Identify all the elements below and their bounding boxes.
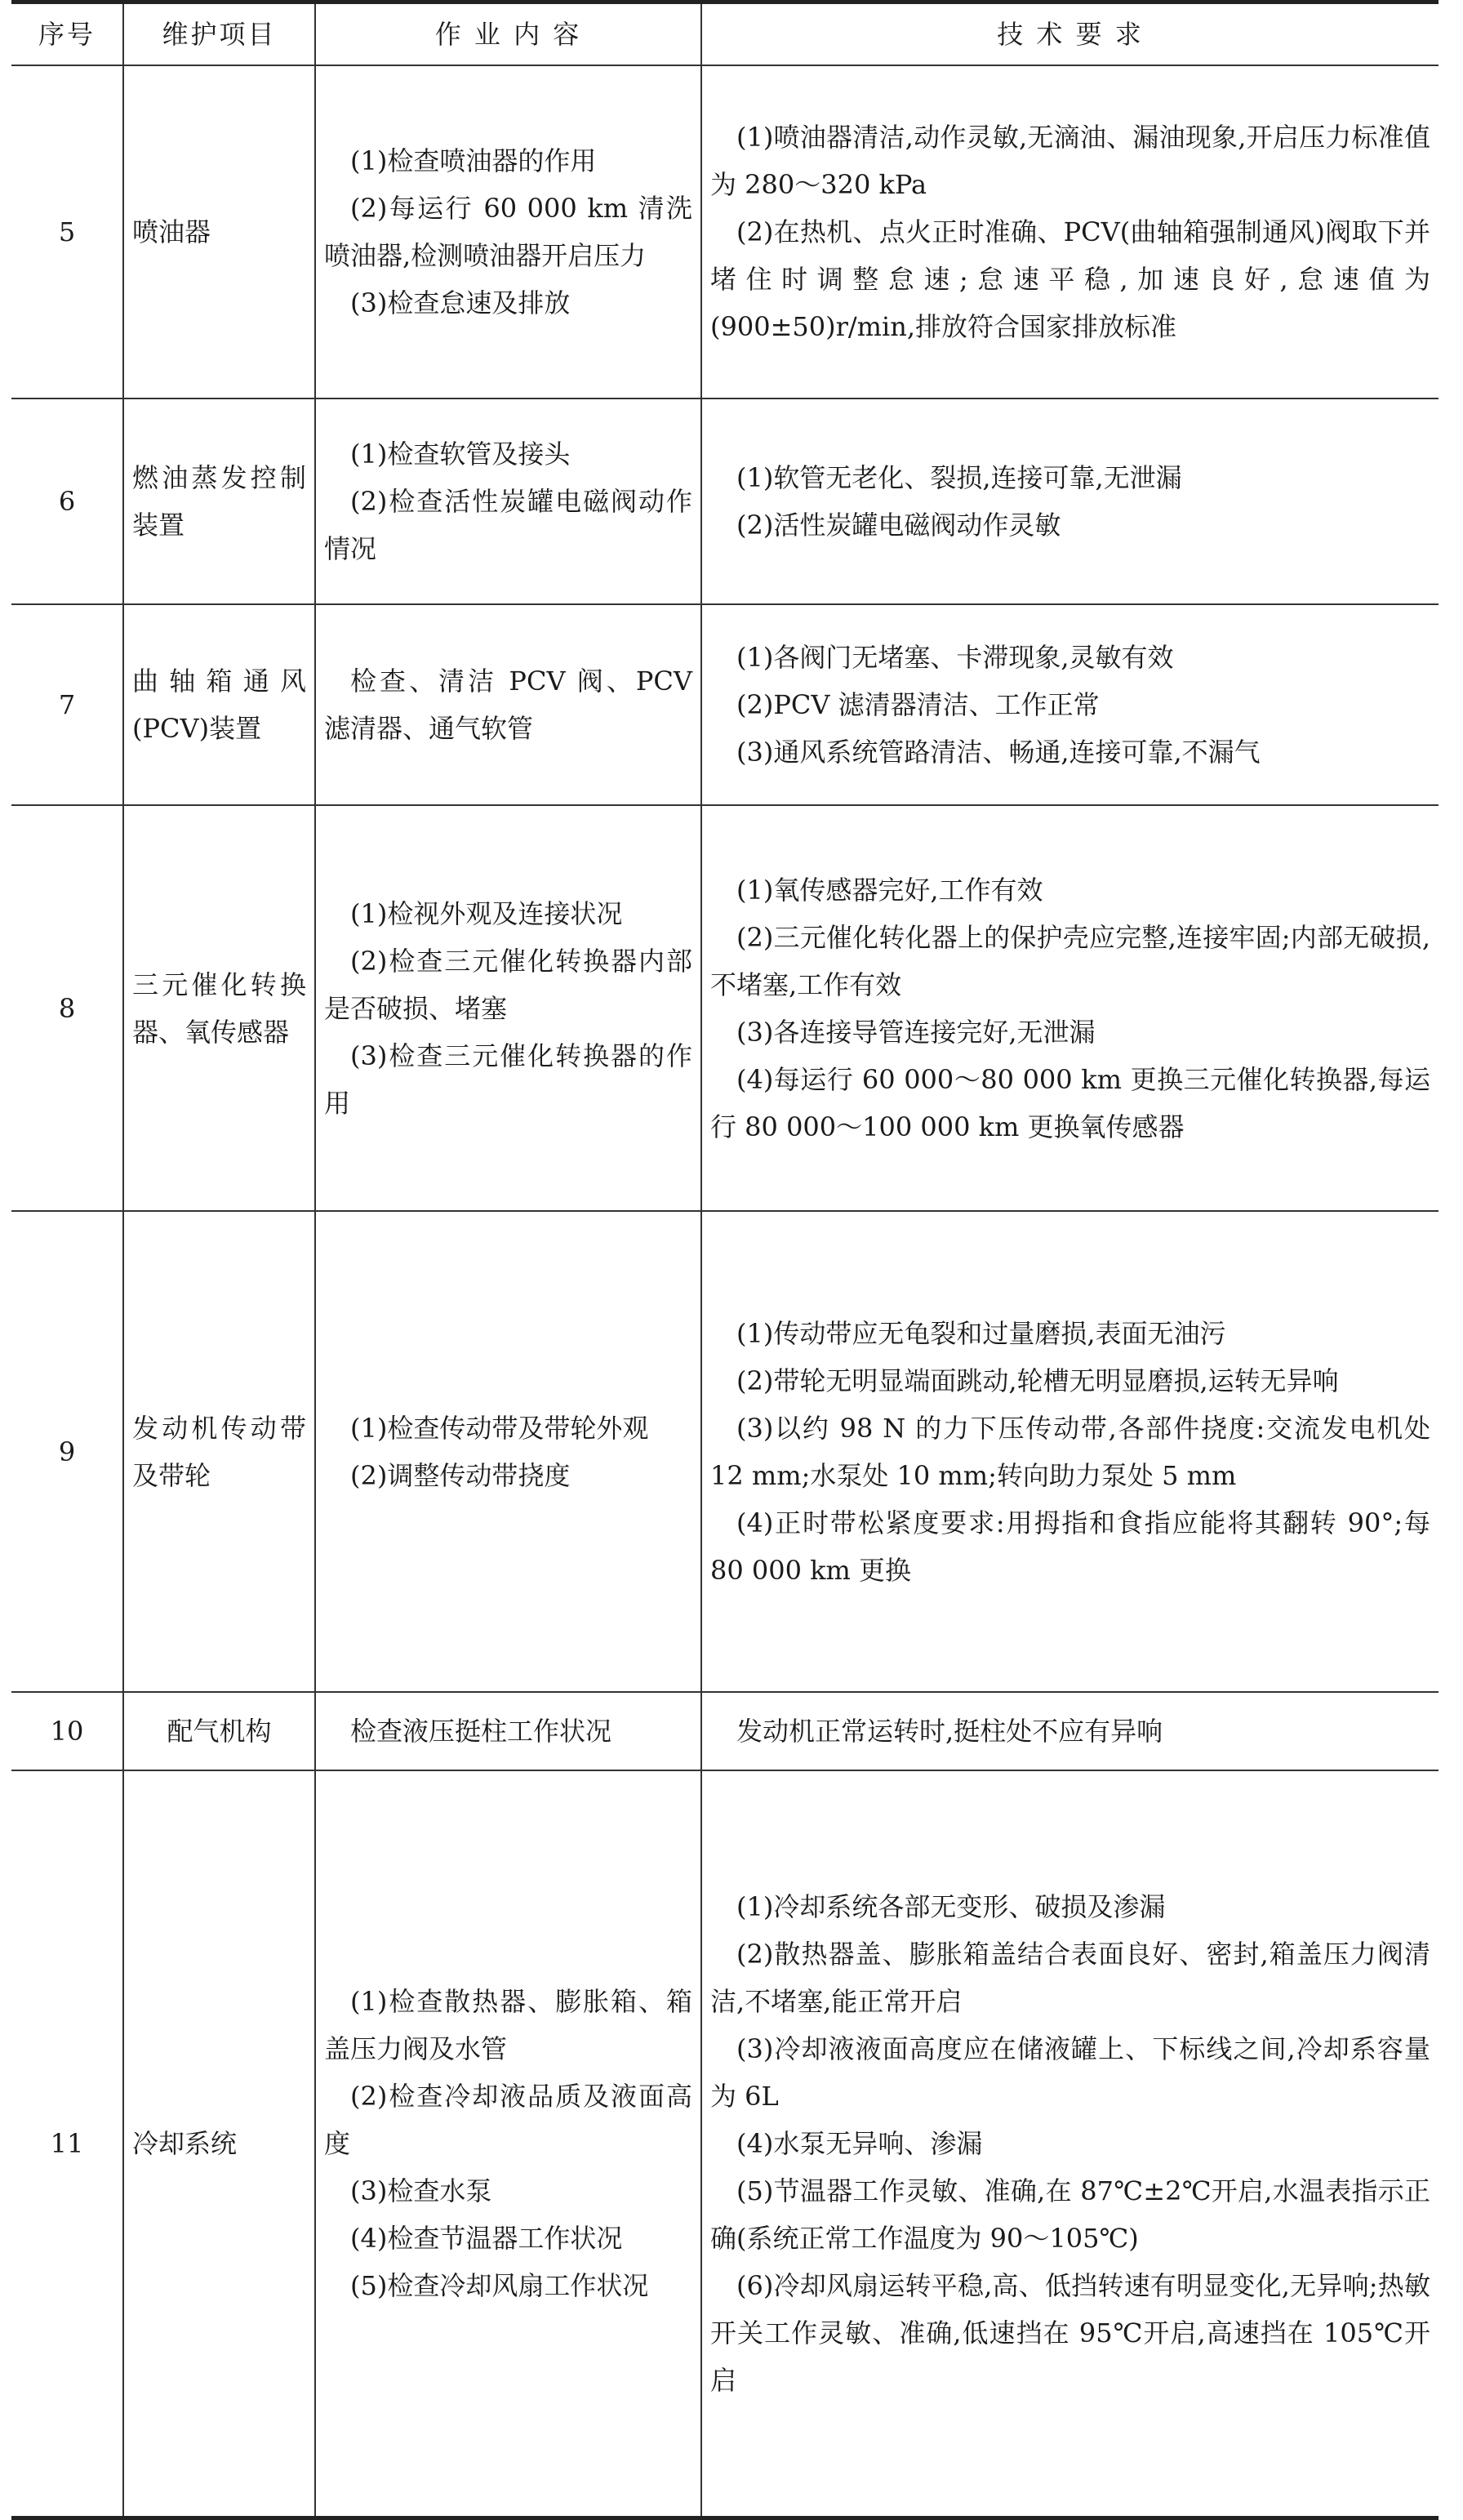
header-num: 序号 [11, 2, 123, 66]
table-row [11, 805, 1439, 1211]
table-row [11, 65, 1439, 398]
technical-requirement-line: 发动机正常运转时,挺柱处不应有异响 [736, 1716, 1163, 1747]
work-content-cell [315, 1211, 701, 1692]
work-content-line: (3)检查水泵 [350, 2175, 492, 2206]
technical-requirement-line: (3)冷却液液面高度应在储液罐上、下标线之间,冷却系容量为 6L [710, 2032, 1430, 2112]
technical-requirement-line: (4)正时带松紧度要求:用拇指和食指应能将其翻转 90°;每 80 000 km 更换 [710, 1507, 1430, 1586]
technical-requirement-line: (2)PCV 滤清器清洁、工作正常 [736, 689, 1100, 720]
work-content-line: (2)调整传动带挠度 [350, 1459, 571, 1491]
work-content-line: (3)检查三元催化转换器的作用 [324, 1040, 692, 1119]
technical-requirement-cell [701, 1211, 1439, 1692]
technical-requirement-line: (2)带轮无明显端面跳动,轮槽无明显磨损,运转无异响 [736, 1365, 1339, 1396]
table-row [11, 1692, 1439, 1770]
work-content-line: (1)检查喷油器的作用 [350, 145, 597, 176]
technical-requirement-line: (1)传动带应无龟裂和过量磨损,表面无油污 [736, 1317, 1226, 1349]
maintenance-item: 配气机构 [123, 1692, 315, 1770]
row-number: 5 [11, 65, 123, 398]
maintenance-table-page [11, 0, 1439, 2520]
technical-requirement-cell [701, 1770, 1439, 2518]
row-number: 11 [11, 1770, 123, 2518]
work-content-cell [315, 604, 701, 805]
technical-requirement-line: (1)冷却系统各部无变形、破损及渗漏 [736, 1890, 1166, 1922]
work-content-line: (4)检查节温器工作状况 [350, 2222, 623, 2254]
work-content-cell [315, 1692, 701, 1770]
header-req: 技 术 要 求 [701, 2, 1439, 66]
maintenance-item: 曲轴箱通风(PCV)装置 [123, 604, 315, 805]
table-row [11, 1770, 1439, 2518]
technical-requirement-line: (2)三元催化转化器上的保护壳应完整,连接牢固;内部无破损,不堵塞,工作有效 [710, 921, 1430, 1000]
technical-requirement-line: (2)活性炭罐电磁阀动作灵敏 [736, 510, 1061, 541]
technical-requirement-line: (6)冷却风扇运转平稳,高、低挡转速有明显变化,无异响;热敏开关工作灵敏、准确,低速挡在 95℃开启,高速挡在 105℃开启 [710, 2269, 1430, 2396]
work-content-line: (1)检查软管及接头 [350, 439, 571, 470]
technical-requirement-line: (1)喷油器清洁,动作灵敏,无滴油、漏油现象,开启压力标准值为 280～320 kPa [710, 122, 1430, 200]
technical-requirement-cell [701, 604, 1439, 805]
work-content-line: 检查液压挺柱工作状况 [350, 1716, 612, 1747]
work-content-line: (2)检查三元催化转换器内部是否破损、堵塞 [324, 945, 692, 1024]
maintenance-item: 燃油蒸发控制装置 [123, 398, 315, 604]
work-content-cell [315, 65, 701, 398]
maintenance-item: 发动机传动带及带轮 [123, 1211, 315, 1692]
technical-requirement-line: (1)氧传感器完好,工作有效 [736, 874, 1043, 906]
maintenance-table [11, 0, 1439, 2520]
row-number: 10 [11, 1692, 123, 1770]
work-content-line: (1)检视外观及连接状况 [350, 897, 623, 929]
work-content-cell [315, 805, 701, 1211]
maintenance-item: 冷却系统 [123, 1770, 315, 2518]
technical-requirement-line: (2)在热机、点火正时准确、PCV(曲轴箱强制通风)阀取下并堵住时调整怠速;怠速平稳,加速良好,怠速值为(900±50)r/min,排放符合国家排放标准 [710, 216, 1430, 342]
row-number: 6 [11, 398, 123, 604]
work-content-line: (3)检查怠速及排放 [350, 287, 571, 318]
table-row [11, 604, 1439, 805]
work-content-line: (1)检查散热器、膨胀箱、箱盖压力阀及水管 [324, 1985, 692, 2064]
work-content-line: (2)检查活性炭罐电磁阀动作情况 [324, 486, 692, 564]
technical-requirement-line: (3)以约 98 N 的力下压传动带,各部件挠度:交流发电机处 12 mm;水泵处 10 mm;转向助力泵处 5 mm [710, 1412, 1430, 1491]
technical-requirement-line: (3)各连接导管连接完好,无泄漏 [736, 1016, 1096, 1048]
technical-requirement-line: (1)各阀门无堵塞、卡滞现象,灵敏有效 [736, 642, 1174, 673]
work-content-cell [315, 1770, 701, 2518]
technical-requirement-line: (4)每运行 60 000～80 000 km 更换三元催化转换器,每运行 80 000～100 000 km 更换氧传感器 [710, 1063, 1430, 1142]
header-work: 作 业 内 容 [315, 2, 701, 66]
table-row [11, 398, 1439, 604]
work-content-line: (1)检查传动带及带轮外观 [350, 1412, 649, 1444]
work-content-cell [315, 398, 701, 604]
work-content-line: 检查、清洁 PCV 阀、PCV 滤清器、通气软管 [324, 666, 692, 744]
technical-requirement-cell [701, 65, 1439, 398]
work-content-line: (2)检查冷却液品质及液面高度 [324, 2080, 692, 2159]
technical-requirement-cell [701, 805, 1439, 1211]
technical-requirement-cell [701, 398, 1439, 604]
technical-requirement-cell [701, 1692, 1439, 1770]
table-header-row [11, 2, 1439, 66]
maintenance-item: 三元催化转换器、氧传感器 [123, 805, 315, 1211]
table-row [11, 1211, 1439, 1692]
technical-requirement-line: (4)水泵无异响、渗漏 [736, 2127, 983, 2159]
technical-requirement-line: (2)散热器盖、膨胀箱盖结合表面良好、密封,箱盖压力阀清洁,不堵塞,能正常开启 [710, 1938, 1430, 2017]
work-content-line: (2)每运行 60 000 km 清洗喷油器,检测喷油器开启压力 [324, 193, 692, 271]
row-number: 7 [11, 604, 123, 805]
technical-requirement-line: (5)节温器工作灵敏、准确,在 87℃±2℃开启,水温表指示正确(系统正常工作温度为 90～105℃) [710, 2175, 1430, 2254]
maintenance-item: 喷油器 [123, 65, 315, 398]
technical-requirement-line: (1)软管无老化、裂损,连接可靠,无泄漏 [736, 462, 1182, 493]
row-number: 8 [11, 805, 123, 1211]
header-item: 维护项目 [123, 2, 315, 66]
technical-requirement-line: (3)通风系统管路清洁、畅通,连接可靠,不漏气 [736, 737, 1261, 768]
row-number: 9 [11, 1211, 123, 1692]
work-content-line: (5)检查冷却风扇工作状况 [350, 2269, 649, 2301]
